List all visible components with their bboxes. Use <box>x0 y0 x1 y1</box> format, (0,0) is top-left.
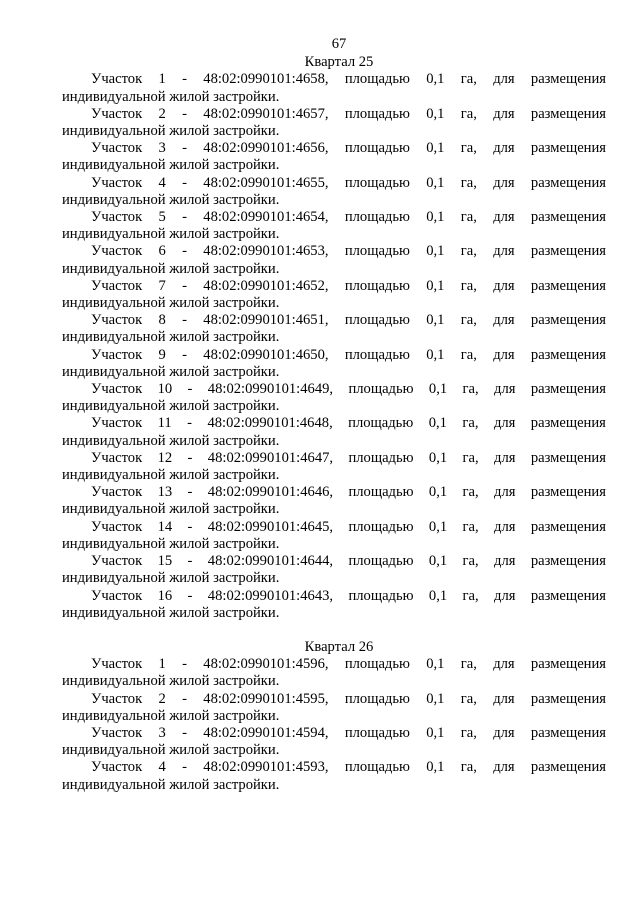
area-unit: га, <box>460 346 477 363</box>
area-unit: га, <box>462 381 479 398</box>
plot-continuation: индивидуальной жилой застройки. <box>62 776 280 793</box>
plot-number: 2 <box>158 690 166 707</box>
cadastral-number: 48:02:0990101:4646, <box>207 484 334 501</box>
purpose-prep: для <box>494 381 516 398</box>
area-unit: га, <box>460 105 477 122</box>
plot-label: Участок <box>91 518 143 535</box>
purpose-word: размещения <box>530 71 606 88</box>
plot-line <box>62 691 606 708</box>
plot-continuation: индивидуальной жилой застройки. <box>62 398 280 415</box>
plot-number: 12 <box>157 449 173 466</box>
plot-line <box>62 106 606 123</box>
area-label: площадью <box>344 243 410 260</box>
plot-dash: - <box>187 449 193 466</box>
area-value: 0,1 <box>426 105 445 122</box>
plot-number: 16 <box>157 587 173 604</box>
area-unit: га, <box>462 449 479 466</box>
purpose-prep: для <box>493 656 515 673</box>
plot-entry <box>62 71 606 105</box>
purpose-prep: для <box>493 71 515 88</box>
area-unit: га, <box>460 690 477 707</box>
plot-continuation: индивидуальной жилой застройки. <box>62 191 280 208</box>
plot-continuation: индивидуальной жилой застройки. <box>62 467 280 484</box>
plot-line <box>62 347 606 364</box>
plot-entry <box>62 415 606 449</box>
purpose-word: размещения <box>530 724 606 741</box>
area-label: площадью <box>344 174 410 191</box>
plot-entry <box>62 312 606 346</box>
cadastral-number: 48:02:0990101:4657, <box>203 105 329 122</box>
area-unit: га, <box>462 518 479 535</box>
plot-number: 3 <box>158 724 166 741</box>
quarter-title: Квартал 26 <box>304 638 374 655</box>
area-unit: га, <box>462 484 479 501</box>
plot-dash: - <box>182 346 187 363</box>
area-unit: га, <box>460 759 477 776</box>
plot-label: Участок <box>91 312 143 329</box>
plot-entry <box>62 381 606 415</box>
area-value: 0,1 <box>426 243 445 260</box>
purpose-prep: для <box>493 209 515 226</box>
area-label: площадью <box>344 71 410 88</box>
plot-line <box>62 450 606 467</box>
purpose-prep: для <box>493 174 515 191</box>
plot-line <box>62 519 606 536</box>
area-label: площадью <box>344 759 410 776</box>
plot-entry <box>62 725 606 759</box>
plot-entry <box>62 759 606 793</box>
cadastral-number: 48:02:0990101:4648, <box>207 415 333 432</box>
plot-label: Участок <box>91 71 143 88</box>
plot-number: 15 <box>157 553 173 570</box>
plot-entry <box>62 553 606 587</box>
plot-entry <box>62 347 606 381</box>
purpose-word: размещения <box>530 518 606 535</box>
quarter-block <box>62 54 606 622</box>
cadastral-number: 48:02:0990101:4655, <box>203 174 329 191</box>
plot-continuation: индивидуальной жилой застройки. <box>62 604 280 621</box>
area-unit: га, <box>460 724 477 741</box>
plot-label: Участок <box>91 174 143 191</box>
plot-dash: - <box>182 71 187 88</box>
plot-continuation: индивидуальной жилой застройки. <box>62 295 280 312</box>
cadastral-number: 48:02:0990101:4654, <box>203 209 329 226</box>
area-value: 0,1 <box>428 587 448 604</box>
area-label: площадью <box>344 724 410 741</box>
plot-dash: - <box>182 312 187 329</box>
area-value: 0,1 <box>428 484 448 501</box>
plot-entry <box>62 450 606 484</box>
plot-dash: - <box>182 277 187 294</box>
plot-label: Участок <box>91 277 143 294</box>
purpose-prep: для <box>494 553 516 570</box>
area-label: площадью <box>348 518 414 535</box>
purpose-word: размещения <box>530 174 606 191</box>
plot-line <box>62 553 606 570</box>
plot-line <box>62 381 606 398</box>
plot-label: Участок <box>91 346 143 363</box>
purpose-word: размещения <box>530 243 606 260</box>
plot-line <box>62 725 606 742</box>
plot-label: Участок <box>91 690 143 707</box>
purpose-prep: для <box>493 140 515 157</box>
plot-line <box>62 484 606 501</box>
plot-line <box>62 243 606 260</box>
plot-label: Участок <box>91 484 143 501</box>
purpose-prep: для <box>493 415 516 432</box>
purpose-word: размещения <box>530 587 606 604</box>
plot-continuation: индивидуальной жилой застройки. <box>62 501 280 518</box>
purpose-word: размещения <box>530 690 606 707</box>
area-unit: га, <box>460 656 477 673</box>
purpose-word: размещения <box>530 209 606 226</box>
plot-entry <box>62 656 606 690</box>
plot-line <box>62 759 606 776</box>
plot-line <box>62 140 606 157</box>
purpose-word: размещения <box>530 449 606 466</box>
plot-dash: - <box>187 484 193 501</box>
plot-dash: - <box>182 174 187 191</box>
plot-dash: - <box>187 587 193 604</box>
purpose-prep: для <box>493 277 515 294</box>
purpose-prep: для <box>494 449 516 466</box>
purpose-prep: для <box>493 759 515 776</box>
plot-line <box>62 71 606 88</box>
plot-continuation: индивидуальной жилой застройки. <box>62 363 280 380</box>
area-label: площадью <box>348 415 414 432</box>
plot-entry <box>62 175 606 209</box>
plot-continuation: индивидуальной жилой застройки. <box>62 570 280 587</box>
purpose-word: размещения <box>530 484 606 501</box>
area-label: площадью <box>344 656 410 673</box>
plot-continuation: индивидуальной жилой застройки. <box>62 432 280 449</box>
plot-continuation: индивидуальной жилой застройки. <box>62 673 280 690</box>
cadastral-number: 48:02:0990101:4658, <box>203 71 329 88</box>
page-number: 67 <box>331 36 347 52</box>
plot-number: 6 <box>158 243 166 260</box>
plot-continuation: индивидуальной жилой застройки. <box>62 535 280 552</box>
area-label: площадью <box>344 346 410 363</box>
cadastral-number: 48:02:0990101:4656, <box>203 140 329 157</box>
plot-label: Участок <box>91 587 143 604</box>
quarters-list <box>62 54 606 794</box>
quarter-block <box>62 639 606 794</box>
area-value: 0,1 <box>428 449 448 466</box>
area-label: площадью <box>344 277 410 294</box>
plot-label: Участок <box>91 656 143 673</box>
purpose-prep: для <box>493 105 515 122</box>
purpose-word: размещения <box>530 105 606 122</box>
area-value: 0,1 <box>428 415 447 432</box>
purpose-word: размещения <box>530 381 606 398</box>
plot-entry <box>62 691 606 725</box>
area-unit: га, <box>460 209 477 226</box>
area-unit: га, <box>460 140 477 157</box>
area-value: 0,1 <box>426 312 445 329</box>
purpose-prep: для <box>493 724 515 741</box>
cadastral-number: 48:02:0990101:4596, <box>203 656 329 673</box>
plot-number: 10 <box>157 381 173 398</box>
purpose-prep: для <box>493 243 515 260</box>
purpose-word: размещения <box>530 656 606 673</box>
plot-entry <box>62 209 606 243</box>
plot-number: 9 <box>158 346 166 363</box>
area-unit: га, <box>462 587 479 604</box>
purpose-prep: для <box>494 484 516 501</box>
cadastral-number: 48:02:0990101:4653, <box>203 243 329 260</box>
purpose-word: размещения <box>530 277 606 294</box>
cadastral-number: 48:02:0990101:4593, <box>203 759 329 776</box>
plot-entry <box>62 106 606 140</box>
purpose-prep: для <box>493 346 515 363</box>
plot-dash: - <box>182 105 187 122</box>
plot-dash: - <box>182 140 187 157</box>
plot-label: Участок <box>91 553 143 570</box>
plot-continuation: индивидуальной жилой застройки. <box>62 88 280 105</box>
area-value: 0,1 <box>426 209 445 226</box>
plot-number: 11 <box>157 415 172 432</box>
plot-label: Участок <box>91 140 143 157</box>
plot-label: Участок <box>91 724 143 741</box>
plot-dash: - <box>182 690 187 707</box>
plot-continuation: индивидуальной жилой застройки. <box>62 707 280 724</box>
plot-continuation: индивидуальной жилой застройки. <box>62 329 280 346</box>
plot-number: 4 <box>158 759 166 776</box>
plot-label: Участок <box>91 105 143 122</box>
plot-dash: - <box>187 518 193 535</box>
plot-dash: - <box>187 381 193 398</box>
area-label: площадью <box>348 553 414 570</box>
area-value: 0,1 <box>426 140 445 157</box>
plot-label: Участок <box>91 449 143 466</box>
plot-number: 2 <box>158 105 166 122</box>
plot-number: 3 <box>158 140 166 157</box>
area-label: площадью <box>344 312 410 329</box>
area-label: площадью <box>348 484 414 501</box>
plot-dash: - <box>187 553 193 570</box>
plot-dash: - <box>182 656 187 673</box>
cadastral-number: 48:02:0990101:4650, <box>203 346 329 363</box>
plot-dash: - <box>187 415 193 432</box>
plot-continuation: индивидуальной жилой застройки. <box>62 123 280 140</box>
plot-number: 13 <box>157 484 173 501</box>
plot-entry <box>62 519 606 553</box>
plot-label: Участок <box>91 209 143 226</box>
area-value: 0,1 <box>426 277 445 294</box>
plot-label: Участок <box>91 759 143 776</box>
cadastral-number: 48:02:0990101:4643, <box>207 587 334 604</box>
area-label: площадью <box>344 105 410 122</box>
plot-dash: - <box>182 243 187 260</box>
plot-number: 14 <box>157 518 173 535</box>
cadastral-number: 48:02:0990101:4652, <box>203 277 329 294</box>
area-label: площадью <box>348 381 414 398</box>
plot-entry <box>62 278 606 312</box>
area-value: 0,1 <box>426 656 445 673</box>
area-label: площадью <box>344 140 410 157</box>
plot-entry <box>62 484 606 518</box>
purpose-word: размещения <box>530 312 606 329</box>
purpose-word: размещения <box>530 415 606 432</box>
area-value: 0,1 <box>426 71 445 88</box>
purpose-word: размещения <box>530 553 606 570</box>
area-unit: га, <box>460 277 477 294</box>
plot-line <box>62 656 606 673</box>
plot-label: Участок <box>91 381 143 398</box>
area-label: площадью <box>344 209 410 226</box>
plot-dash: - <box>182 209 187 226</box>
area-value: 0,1 <box>426 346 445 363</box>
plot-number: 7 <box>158 277 166 294</box>
area-unit: га, <box>460 71 477 88</box>
purpose-word: размещения <box>530 759 606 776</box>
plot-label: Участок <box>91 243 143 260</box>
plot-continuation: индивидуальной жилой застройки. <box>62 742 280 759</box>
area-value: 0,1 <box>426 174 445 191</box>
purpose-prep: для <box>494 518 516 535</box>
plot-label: Участок <box>91 415 143 432</box>
plot-number: 1 <box>158 656 166 673</box>
plot-entry <box>62 588 606 622</box>
plot-number: 1 <box>158 71 166 88</box>
cadastral-number: 48:02:0990101:4645, <box>207 518 334 535</box>
plot-line <box>62 278 606 295</box>
cadastral-number: 48:02:0990101:4595, <box>203 690 329 707</box>
area-unit: га, <box>462 553 479 570</box>
area-value: 0,1 <box>426 724 445 741</box>
area-unit: га, <box>460 243 477 260</box>
cadastral-number: 48:02:0990101:4651, <box>203 312 329 329</box>
plot-line <box>62 175 606 192</box>
area-unit: га, <box>460 174 477 191</box>
plot-line <box>62 312 606 329</box>
cadastral-number: 48:02:0990101:4649, <box>207 381 334 398</box>
plot-continuation: индивидуальной жилой застройки. <box>62 157 280 174</box>
plot-line <box>62 209 606 226</box>
plot-line <box>62 588 606 605</box>
plot-continuation: индивидуальной жилой застройки. <box>62 226 280 243</box>
area-value: 0,1 <box>428 553 448 570</box>
plot-line <box>62 415 606 432</box>
plot-number: 4 <box>158 174 166 191</box>
area-unit: га, <box>462 415 479 432</box>
area-label: площадью <box>344 690 410 707</box>
plot-number: 5 <box>158 209 166 226</box>
purpose-prep: для <box>493 690 515 707</box>
purpose-word: размещения <box>530 140 606 157</box>
purpose-prep: для <box>493 312 515 329</box>
area-value: 0,1 <box>426 690 445 707</box>
cadastral-number: 48:02:0990101:4594, <box>203 724 329 741</box>
cadastral-number: 48:02:0990101:4647, <box>207 449 334 466</box>
area-value: 0,1 <box>428 381 448 398</box>
quarter-title: Квартал 25 <box>304 54 374 71</box>
area-label: площадью <box>348 587 414 604</box>
plot-dash: - <box>182 759 187 776</box>
area-label: площадью <box>348 449 414 466</box>
area-value: 0,1 <box>426 759 445 776</box>
plot-entry <box>62 243 606 277</box>
purpose-word: размещения <box>530 346 606 363</box>
plot-continuation: индивидуальной жилой застройки. <box>62 260 280 277</box>
area-value: 0,1 <box>428 518 448 535</box>
area-unit: га, <box>460 312 477 329</box>
plot-dash: - <box>182 724 187 741</box>
purpose-prep: для <box>494 587 516 604</box>
plot-number: 8 <box>158 312 166 329</box>
plot-entry <box>62 140 606 174</box>
cadastral-number: 48:02:0990101:4644, <box>207 553 334 570</box>
